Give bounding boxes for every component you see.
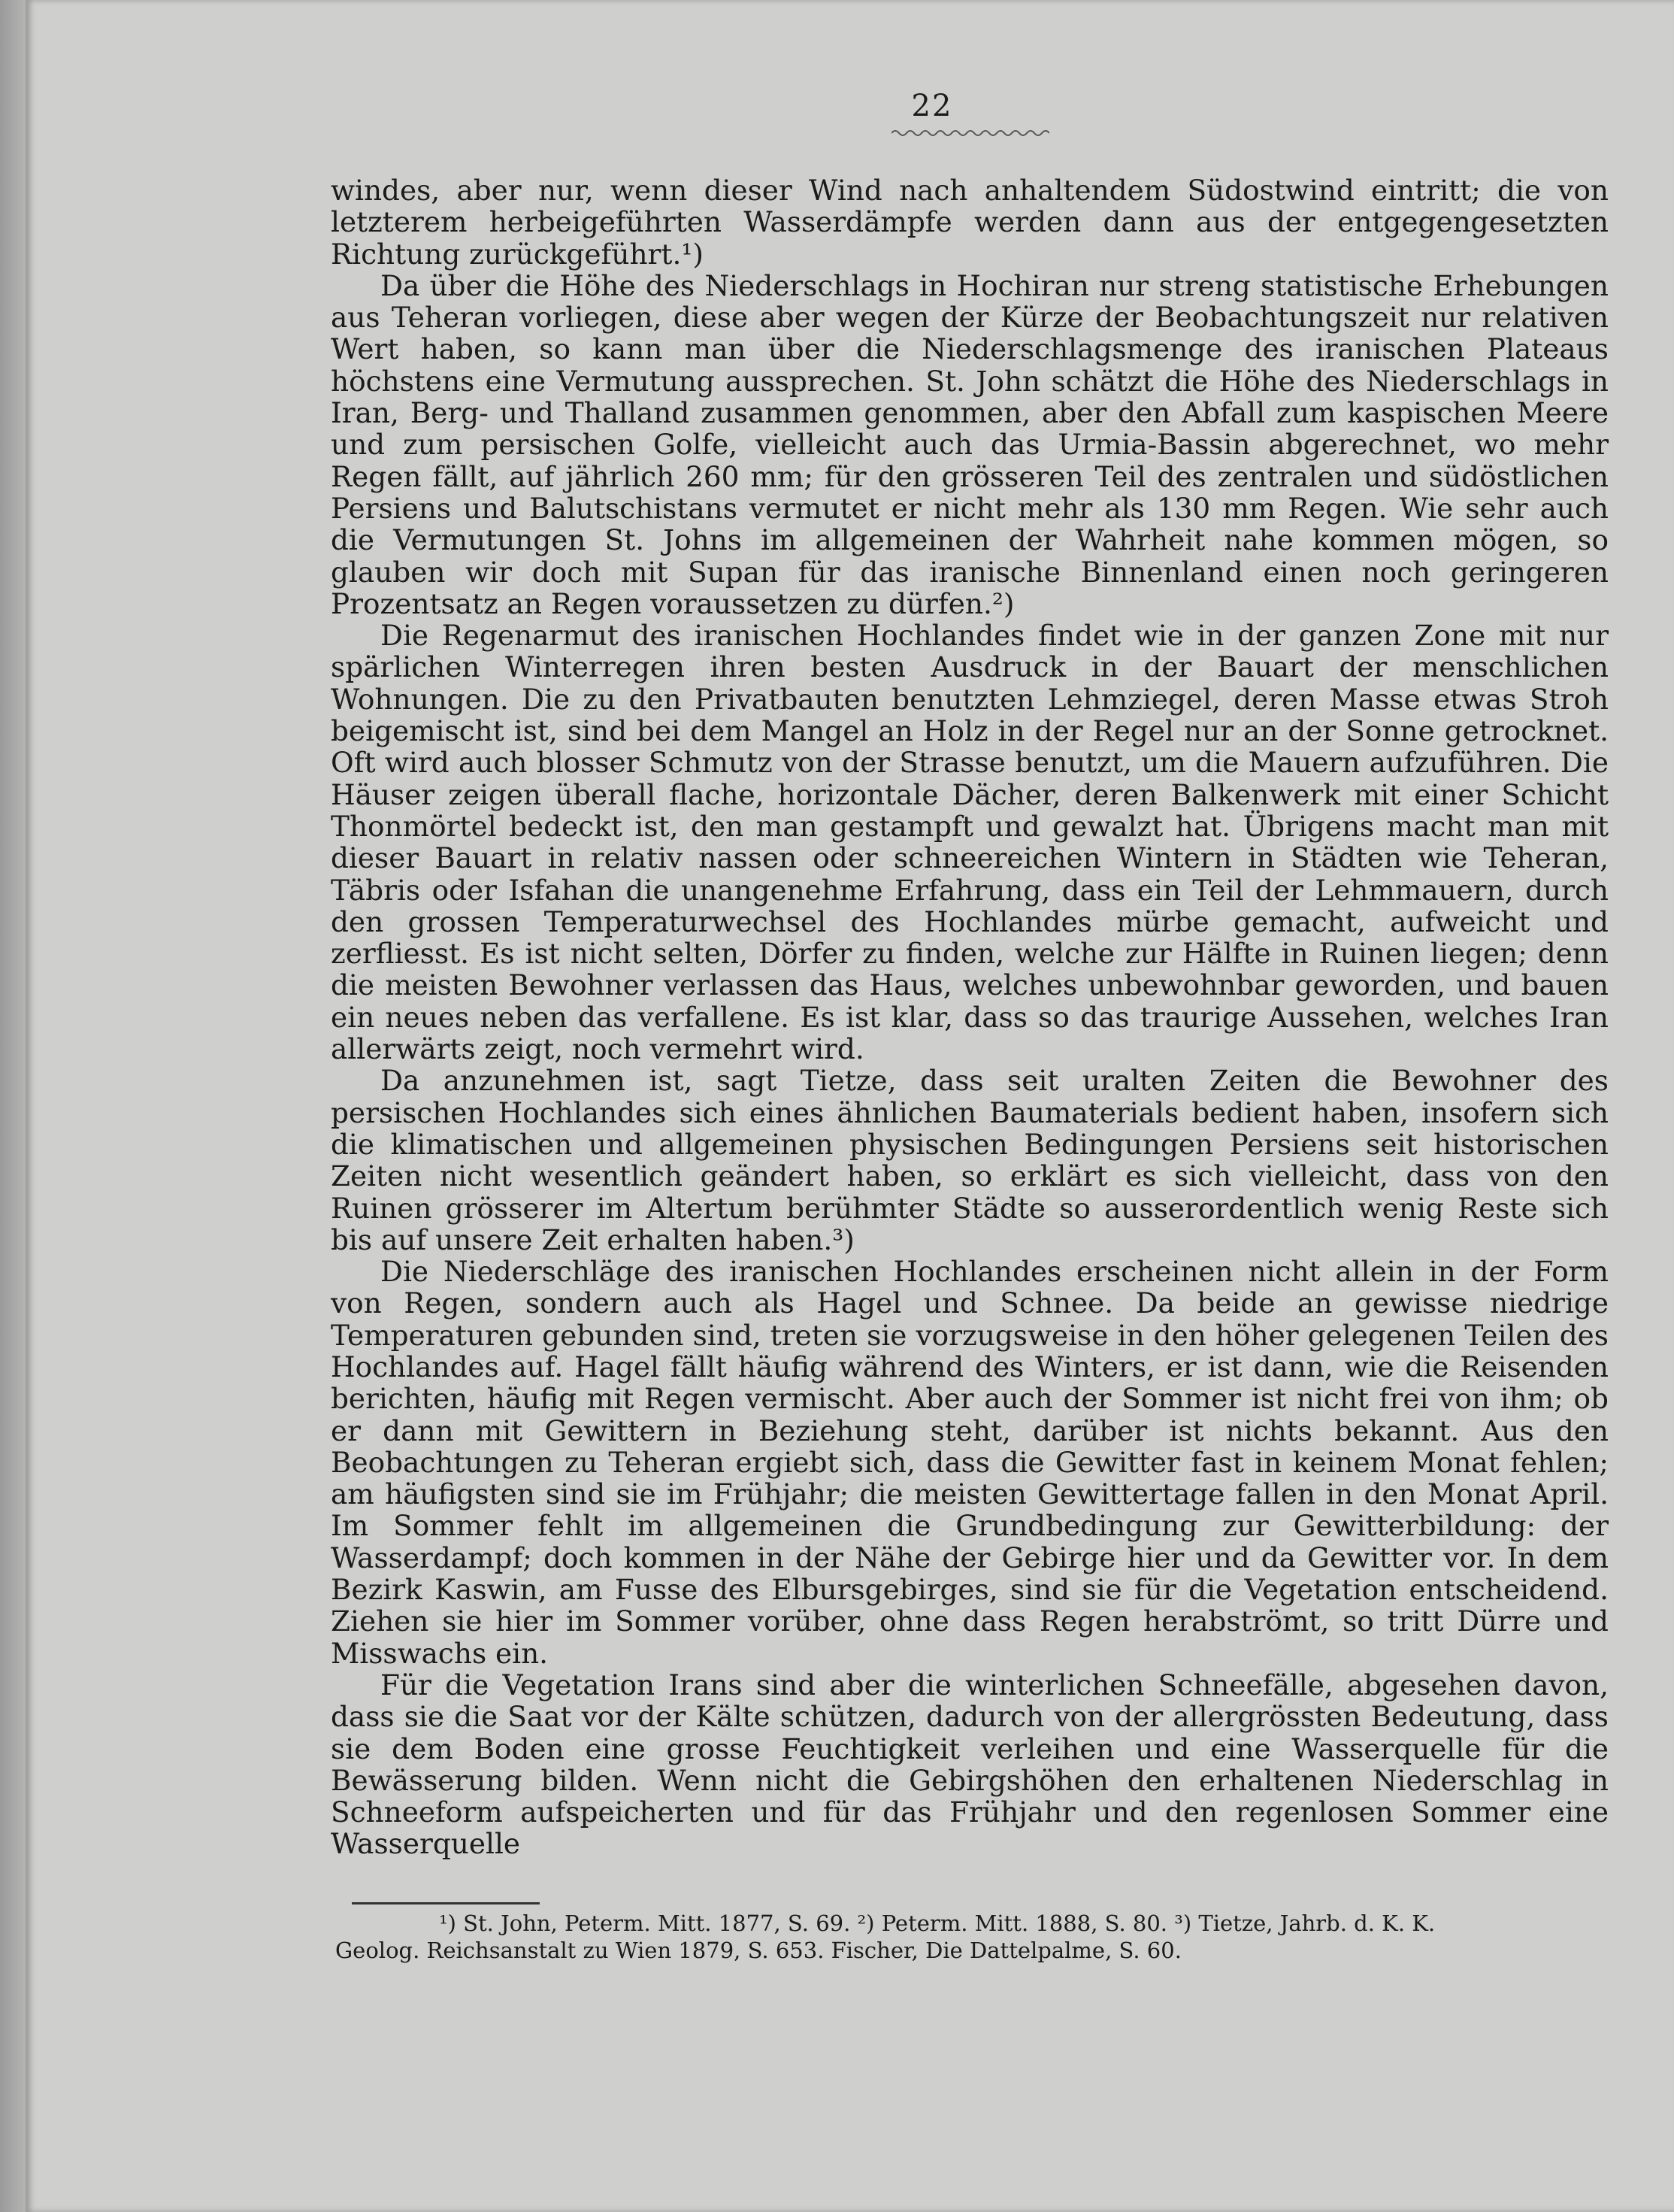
paragraph: windes, aber nur, wenn dieser Wind nach anhaltendem Südostwind eintritt; die von letzterem herbeigeführten Wasserdämpfe werden dann aus der entgegengesetzten Richtung zurückgeführt.¹) [331, 174, 1609, 271]
body-text [331, 174, 1609, 1860]
page-number: 22 [911, 89, 953, 123]
footnote-rule [352, 1902, 540, 1904]
wavy-rule-ornament [891, 128, 1049, 138]
book-spine-edge [0, 0, 26, 2212]
paragraph: Für die Vegetation Irans sind aber die winterlichen Schneefälle, abgesehen davon, dass sie die Saat vor der Kälte schützen, dadurch von der allergrössten Bedeutung, dass sie dem Boden eine grosse Feuchtigkeit verleihen und eine Wasserquelle für die Bewässerung bilden. Wenn nicht die Gebirgshöhen den erhaltenen Niederschlag in Schneeform aufspeicherten und für das Frühjahr und den regenlosen Sommer eine Wasserquelle [331, 1668, 1609, 1861]
paragraph: Die Regenarmut des iranischen Hochlandes findet wie in der ganzen Zone mit nur spärlichen Winterregen ihren besten Ausdruck in der Bauart der menschlichen Wohnungen. Die zu den Privatbauten benutzten Lehmziegel, deren Masse etwas Stroh beigemischt ist, sind bei dem Mangel an Holz in der Regel nur an der Sonne getrocknet. Oft wird auch blosser Schmutz von der Strasse benutzt, um die Mauern aufzuführen. Die Häuser zeigen überall flache, horizontale Dächer, deren Balkenwerk mit einer Schicht Thonmörtel bedeckt ist, den man gestampft und gewalzt hat. Übrigens macht man mit dieser Bauart in relativ nassen oder schneereichen Wintern in Städten wie Teheran, Täbris oder Isfahan die unangenehme Erfahrung, dass ein Teil der Lehmmauern, durch den grossen Temperaturwechsel des Hochlandes mürbe gemacht, aufweicht und zerfliesst. Es ist nicht selten, Dörfer zu finden, welche zur Hälfte in Ruinen liegen; denn die meisten Bewohner verlassen das Haus, welches unbewohnbar geworden, und bauen ein neues neben das verfallene. Es ist klar, dass so das traurige Aussehen, welches Iran allerwärts zeigt, noch vermehrt wird. [331, 619, 1609, 1066]
paragraph: Da anzunehmen ist, sagt Tietze, dass seit uralten Zeiten die Bewohner des persischen Hochlandes sich eines ähnlichen Baumaterials bedient haben, insofern sich die klimatischen und allgemeinen physischen Bedingungen Persiens seit historischen Zeiten nicht wesentlich geändert haben, so erklärt es sich vielleicht, dass von den Ruinen grösserer im Altertum berühmter Städte so ausserordentlich wenig Reste sich bis auf unsere Zeit erhalten haben.³) [331, 1064, 1609, 1256]
paragraph: Da über die Höhe des Niederschlags in Hochiran nur streng statistische Erhebungen aus Teheran vorliegen, diese aber wegen der Kürze der Beobachtungszeit nur relativen Wert haben, so kann man über die Niederschlagsmenge des iranischen Plateaus höchstens eine Vermutung aussprechen. St. John schätzt die Höhe des Niederschlags in Iran, Berg- und Thalland zusammen genommen, aber den Abfall zum kaspischen Meere und zum persischen Golfe, vielleicht auch das Urmia-Bassin abgerechnet, wo mehr Regen fällt, auf jährlich 260 mm; für den grösseren Teil des zentralen und südöstlichen Persiens und Balutschistans vermutet er nicht mehr als 130 mm Regen. Wie sehr auch die Vermutungen St. Johns im allgemeinen der Wahrheit nahe kommen mögen, so glauben wir doch mit Supan für das iranische Binnenland einen noch geringeren Prozentsatz an Regen voraussetzen zu dürfen.²) [331, 268, 1609, 620]
footnote-line: ¹) St. John, Peterm. Mitt. 1877, S. 69. ²) Peterm. Mitt. 1888, S. 80. ³) Tietze, Jahrb. d. K. K. [439, 1911, 1436, 1936]
footnotes [335, 1910, 1609, 1964]
paragraph: Die Niederschläge des iranischen Hochlandes erscheinen nicht allein in der Form von Regen, sondern auch als Hagel und Schnee. Da beide an gewisse niedrige Temperaturen gebunden sind, treten sie vorzugsweise in den höher gelegenen Teilen des Hochlandes auf. Hagel fällt häufig während des Winters, er ist dann, wie die Reisenden berichten, häufig mit Regen vermischt. Aber auch der Sommer ist nicht frei von ihm; ob er dann mit Gewittern in Beziehung steht, darüber ist nichts bekannt. Aus den Beobachtungen zu Teheran ergiebt sich, dass die Gewitter fast in keinem Monat fehlen; am häufigsten sind sie im Frühjahr; die meisten Gewittertage fallen in den Monat April. Im Sommer fehlt im allgemeinen die Grundbedingung zur Gewitterbildung: der Wasserdampf; doch kommen in der Nähe der Gebirge hier und da Gewitter vor. In dem Bezirk Kaswin, am Fusse des Elbursgebirges, sind sie für die Vegetation entscheidend. Ziehen sie hier im Sommer vorüber, ohne dass Regen herabströmt, so tritt Dürre und Misswachs ein. [331, 1255, 1609, 1670]
footnote-line: Geolog. Reichsanstalt zu Wien 1879, S. 653. Fischer, Die Dattelpalme, S. 60. [335, 1938, 1182, 1963]
